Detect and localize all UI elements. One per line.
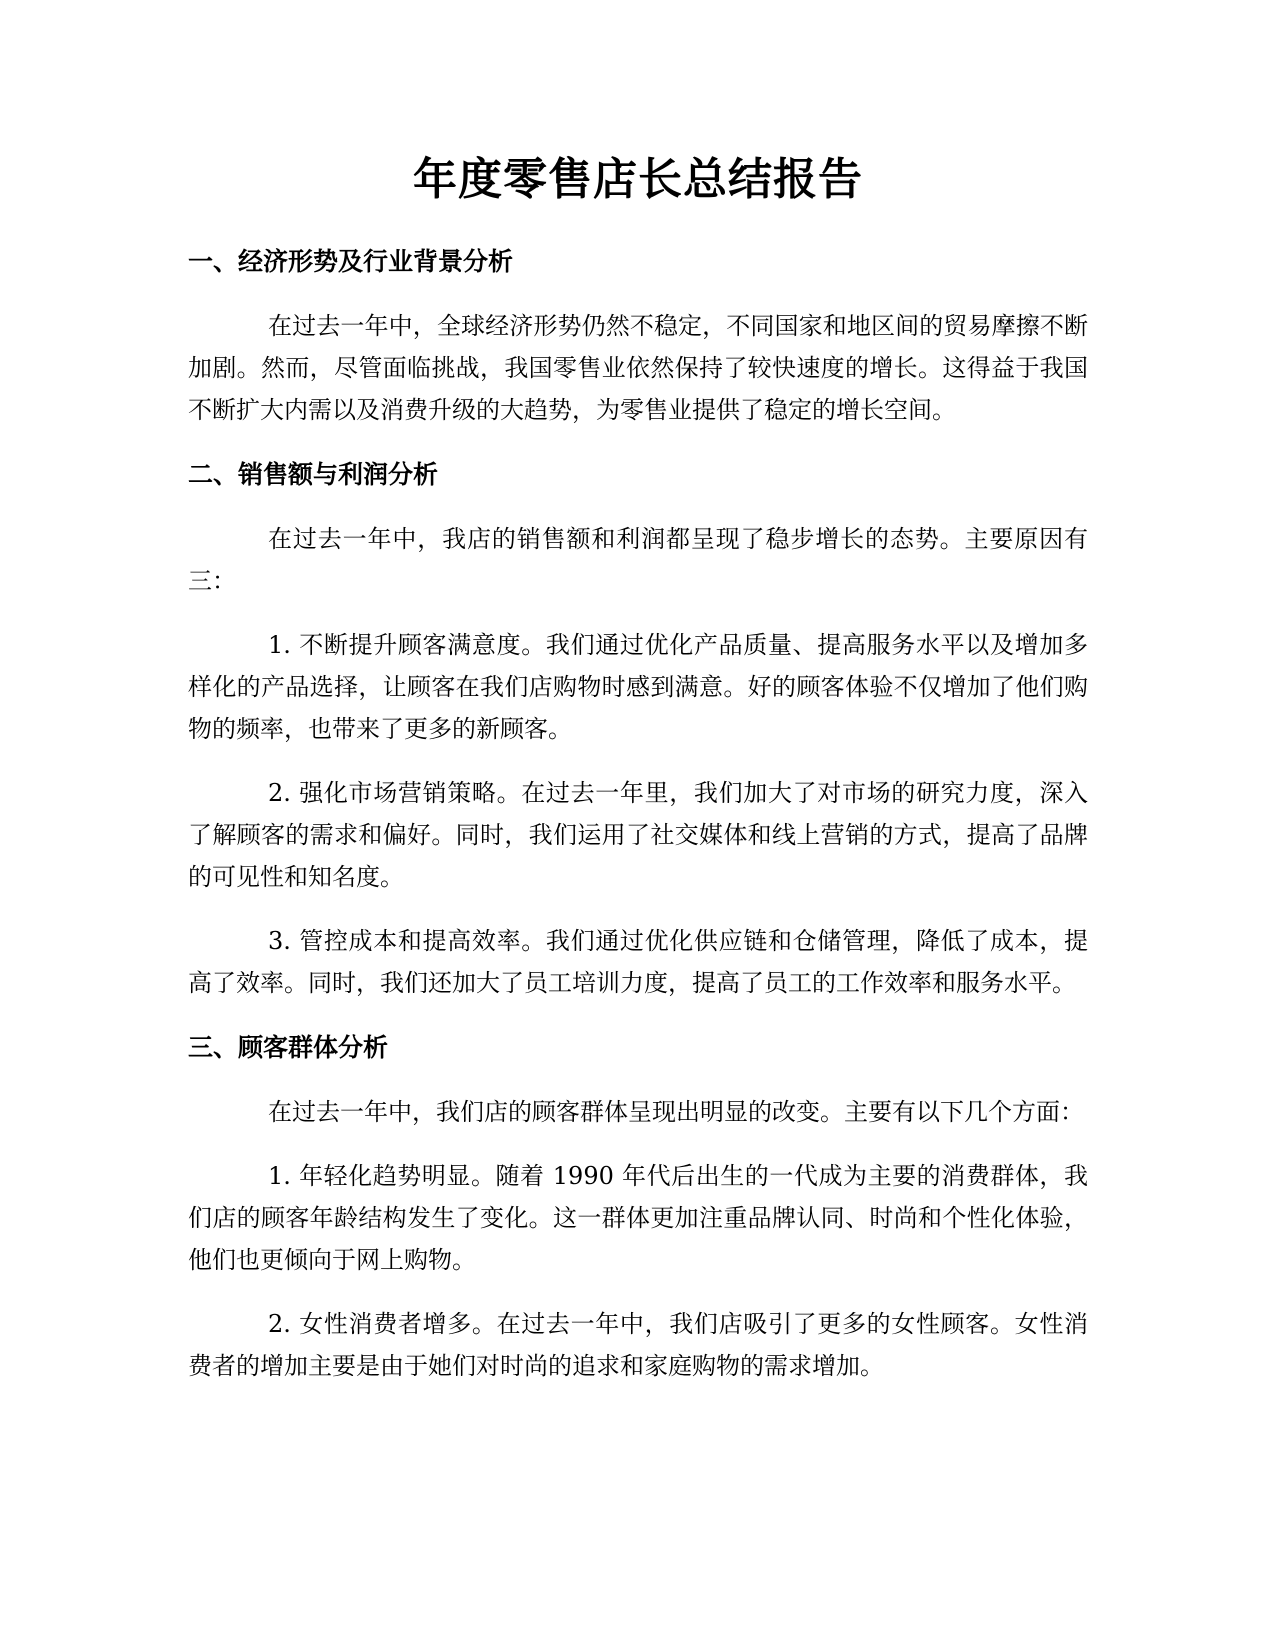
section-heading: 三、顾客群体分析 — [188, 1033, 389, 1062]
list-item-paragraph: 2. 女性消费者增多。在过去一年中，我们店吸引了更多的女性顾客。女性消费者的增加主要是由于她们对时尚的追求和家庭购物的需求增加。 — [188, 1310, 1088, 1380]
list-item-paragraph: 1. 不断提升顾客满意度。我们通过优化产品质量、提高服务水平以及增加多样化的产品选择，让顾客在我们店购物时感到满意。好的顾客体验不仅增加了他们购物的频率，也带来了更多的新顾客。 — [188, 631, 1088, 743]
section-heading: 二、销售额与利润分析 — [188, 460, 439, 489]
document-body — [188, 148, 1088, 1409]
list-item-paragraph: 3. 管控成本和提高效率。我们通过优化供应链和仓储管理，降低了成本，提高了效率。同时，我们还加大了员工培训力度，提高了员工的工作效率和服务水平。 — [188, 927, 1088, 997]
section-customer-groups — [188, 1028, 1088, 1387]
paragraph: 在过去一年中，我们店的顾客群体呈现出明显的改变。主要有以下几个方面： — [268, 1098, 1084, 1126]
section-heading: 一、经济形势及行业背景分析 — [188, 247, 514, 276]
section-economic-background — [188, 242, 1088, 431]
document-title: 年度零售店长总结报告 — [413, 154, 863, 205]
section-sales-profit — [188, 455, 1088, 1004]
paragraph: 在过去一年中，我店的销售额和利润都呈现了稳步增长的态势。主要原因有三： — [188, 525, 1088, 595]
list-item-paragraph: 1. 年轻化趋势明显。随着 1990 年代后出生的一代成为主要的消费群体，我们店的顾客年龄结构发生了变化。这一群体更加注重品牌认同、时尚和个性化体验，他们也更倾向于网上购物。 — [188, 1162, 1088, 1274]
paragraph: 在过去一年中，全球经济形势仍然不稳定，不同国家和地区间的贸易摩擦不断加剧。然而，尽管面临挑战，我国零售业依然保持了较快速度的增长。这得益于我国不断扩大内需以及消费升级的大趋势，为零售业提供了稳定的增长空间。 — [188, 312, 1088, 424]
list-item-paragraph: 2. 强化市场营销策略。在过去一年里，我们加大了对市场的研究力度，深入了解顾客的需求和偏好。同时，我们运用了社交媒体和线上营销的方式，提高了品牌的可见性和知名度。 — [188, 779, 1088, 891]
